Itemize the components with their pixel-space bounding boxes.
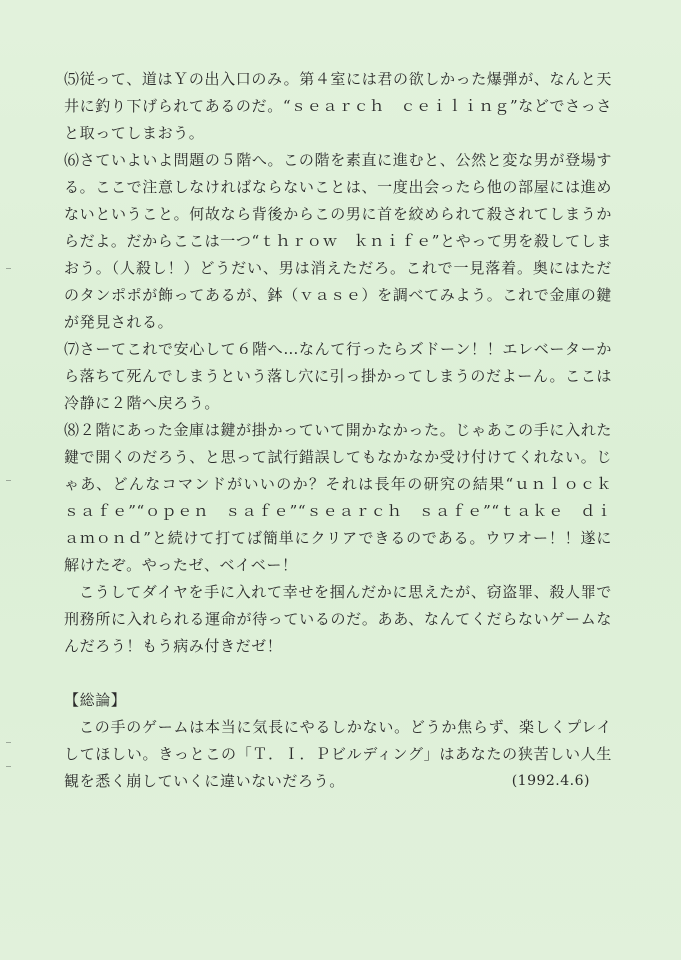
summary-block (64, 714, 612, 795)
walkthrough-step-5: ⑸従って、道はＹの出入口のみ。第４室には君の欲しかった爆弾が、なんと天井に釣り下げられてあるのだ。“ｓｅａｒｃｈ ｃｅｉｌｉｎｇ”などでさっさと取ってしまおう。 (64, 70, 612, 142)
walkthrough-step-6: ⑹さていよいよ問題の５階へ。この階を素直に進むと、公然と変な男が登場する。ここで注意しなければならないことは、一度出会ったら他の部屋には進めないということ。何故なら背後からこの男に首を絞められて殺されてしまうからだよ。だからここは一つ“ｔｈｒｏｗ ｋｎｉｆｅ”とやって男を殺してしまおう。（人殺し！）どうだい、男は消えただろ。これで一見落着。奥にはただのタンポポが飾ってあるが、鉢（ｖａｓｅ）を調べてみよう。これで金庫の鍵が発見される。 (64, 151, 612, 331)
binding-mark (6, 268, 11, 269)
binding-mark (6, 742, 11, 743)
walkthrough-step-8: ⑻２階にあった金庫は鍵が掛かっていて開かなかった。じゃあこの手に入れた鍵で開くのだろう、と思って試行錯誤してもなかなか受け付けてくれない。じゃあ、どんなコマンドがいいのか？それは長年の研究の結果“ｕｎｌｏｃｋ ｓａｆｅ”“ｏｐｅｎ ｓａｆｅ”“ｓｅａｒｃｈ ｓａｆｅ”“ｔａｋｅ ｄｉａｍｏｎｄ”と続けて打てば簡単にクリアできるのである。ウワオー！！遂に解けたぞ。やったゼ、ベイベー！ (64, 421, 628, 574)
document-date: (1992.4.6) (511, 773, 590, 789)
summary-heading: 【総論】 (64, 691, 127, 709)
walkthrough-step-7: ⑺さーてこれで安心して６階へ…なんて行ったらズドーン！！エレベーターから落ちて死んでしまうという落し穴に引っ掛かってしまうのだよーん。ここは冷静に２階へ戻ろう。 (64, 340, 612, 412)
walkthrough-ending: こうしてダイヤを手に入れて幸せを掴んだかに思えたが、窃盗罪、殺人罪で刑務所に入れられる運命が待っているのだ。ああ、なんてくだらないゲームなんだろう！もう病み付きだゼ！ (64, 583, 612, 655)
binding-mark (6, 766, 11, 767)
document-body (64, 66, 628, 795)
summary-body: この手のゲームは本当に気長にやるしかない。どうか焦らず、楽しくプレイしてほしい。きっとこの「Ｔ．Ｉ．Ｐビルディング」はあなたの狭苦しい人生観を悉く崩していくに違いないだろう。 (64, 718, 612, 790)
binding-mark (6, 480, 11, 481)
section-gap (64, 660, 612, 687)
